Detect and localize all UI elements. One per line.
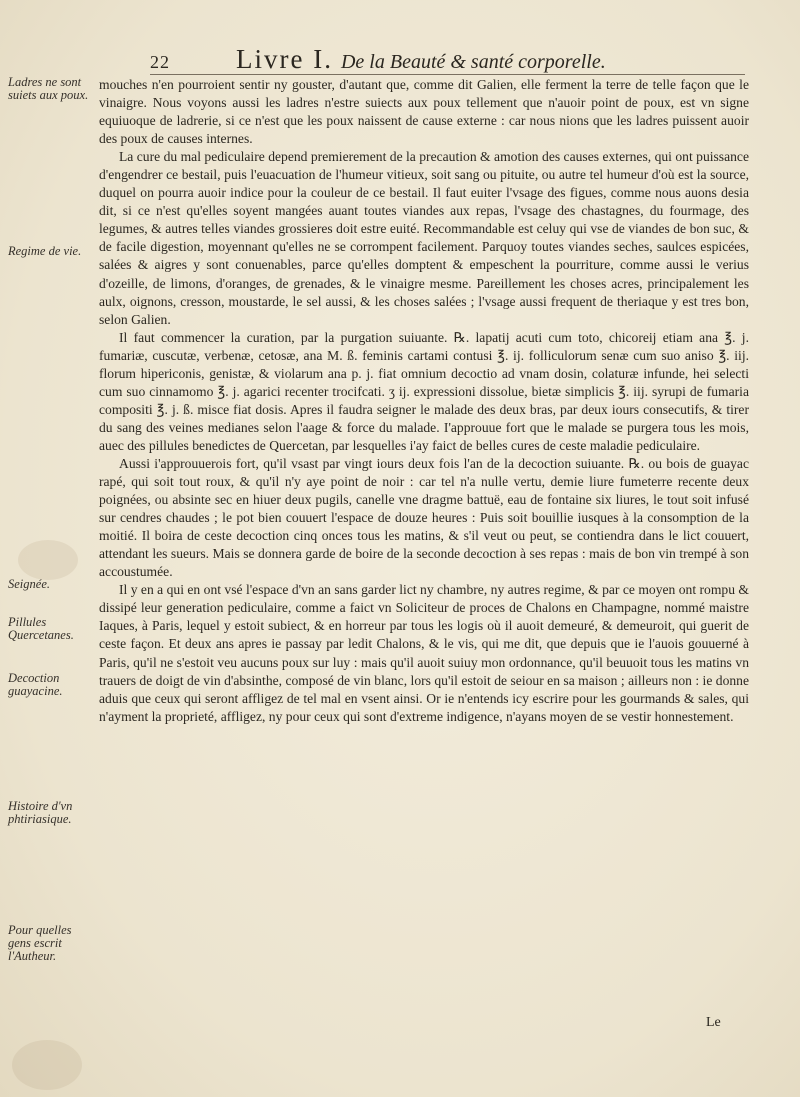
paper-stain <box>12 1040 82 1090</box>
running-subtitle: De la Beauté & santé corporelle. <box>340 51 606 73</box>
margin-note: Regime de vie. <box>8 244 82 258</box>
header-rule <box>150 74 745 75</box>
running-header <box>150 44 710 75</box>
margin-note: Seignée. <box>8 577 50 591</box>
paragraph: Il y en a qui en ont vsé l'espace d'vn an sans garder lict ny chambre, ny autres regime, & par ce moyen ont rompu & dissipé leur generation pediculaire, comme a faict vn Soliciteur de proces de Chalons en Champagne, nommé maistre Iaques, à Paris, lequel y estoit subiect, & en horreur par tous les logis où il auoit demeuré, & demeuroit, qui guerit de ceste façon. Et deux ans apres ie passay par ledit Chalons, & le vis, qui me dit, que depuis que ie l'auois gouuerné à Paris, qu'il ne s'estoit veu aucuns poux sur luy : mais qu'il auoit suiuy mon ordonnance, qu'il beuuoit tous les matins vn trauers de doigt de vin d'absinthe, composé de vin blanc, lors qu'il estoit de seiour en sa maison ; ailleurs non : ie donne aduis que ceux qui seront affligez de tel mal en vsent ainsi. Or ie n'entends icy escrire pour les gourmands & sales, qui n'ayment la proprieté, affligez, ny pour ceux qui sont d'extreme indigence, n'ayans moyen de se vestir honnestement. <box>99 582 749 724</box>
margin-note: Ladres ne sont suiets aux poux. <box>8 75 89 102</box>
catchword: Le <box>706 1015 721 1030</box>
margin-note: Pour quelles gens escrit l'Autheur. <box>8 923 72 963</box>
paper-stain <box>18 540 78 580</box>
paragraph: mouches n'en pourroient sentir ny gouster, d'autant que, comme dit Galien, elle ferment la terre de telle façon que le vinaigre. Nous voyons aussi les ladres n'estre suiects aux poux tellement que n'auoir point de poux, est vn signe equiuoque de ladrerie, si ce n'est que les poux naissent de cause externe : car nous nions que les ladres puissent auoir des poux de causes internes. <box>99 77 749 147</box>
page-number: 22 <box>150 52 170 72</box>
body-text <box>99 76 749 726</box>
paragraph: La cure du mal pediculaire depend premierement de la precaution & amotion des causes externes, qui ont puissance d'engendrer ce bestail, puis l'euacuation de l'humeur vitieux, soit sang ou pituite, ou autre tel humeur d'où est la source, duquel on pourra auoir indice pour la couleur de ce bestail. Il faut euiter l'vsage des figues, comme nous auons desia dit, si ce n'est qu'elles soyent mangées auant toutes viandes aux repas, l'vsage des chastagnes, du fourmage, des legumes, & autres telles viandes grossieres doit estre euité. Recommandable est celuy qui vse de viandes de bon suc, & de facile digestion, moyennant qu'elles ne se corrompent facilement. Parquoy toutes viandes seches, saulces espicées, salées & aigres y sont conuenables, parce qu'elles domptent & empeschent la pourriture, comme aussi le verius d'ozeille, de limons, d'oranges, de grenades, & le vinaigre mesme. Pareillement les choses acres, principalement les aulx, oignons, cresson, moustarde, le sel aussi, & les choses salées ; l'vsage aussi frequent de theriaque y est tres bon, selon Galien. <box>99 149 749 327</box>
margin-note: Histoire d'vn phtiriasique. <box>8 799 73 826</box>
paragraph: Il faut commencer la curation, par la purgation suiuante. ℞. lapatij acuti cum toto, chicoreij etiam ana ℥. j. fumariæ, cuscutæ, verbenæ, cetosæ, ana M. ß. feminis cartami contusi ℥. ij. folliculorum senæ cum suo aniso ℥. iij. florum hipericonis, genistæ, & violarum ana p. j. fiat omnium decoctio ad vnam dosin, colaturæ infunde, hei selecti cum suo cinnamomo ℥. j. agarici recenter trocifcati. ʒ ij. expressioni dissolue, bietæ simplicis ℥. iij. syrupi de fumaria compositi ℥. j. ß. misce fiat dosis. Apres il faudra seigner le malade des deux bras, par deux iours consecutifs, & tirer du sang des veines medianes selon l'aage & force du malade. I'approuue fort que le malade se purgera tous les mois, auec des pillules benedictes de Quercetan, par lesquelles i'ay faict de belles cures de ceste maladie pediculaire. <box>99 329 749 453</box>
margin-note: Pillules Quercetanes. <box>8 615 74 642</box>
running-title: Livre I. <box>236 44 333 74</box>
paragraph: Aussi i'approuuerois fort, qu'il vsast par vingt iours deux fois l'an de la decoction suiuante. ℞. ou bois de guayac rapé, qui soit tout roux, & qu'il n'y aye point de noir : car tel n'a nulle vertu, demie liure fumeterre recente deux poignées, ou absinte sec en hiuer deux pugils, canelle vne dragme battuë, eau de fontaine six liures, le tout soit infusé sur cendres chaudes ; le pot bien couuert l'espace de douze heures : Puis soit bouillie iusques à la consomption de la moitié. Il boira de ceste decoction cinq onces tous les matins, & s'il veut ou peut, se contiendra dans le lict couuert, attendant les sueurs. Mais se donnera garde de boire de la seconde decoction à ses repas : mais de bon vin trempé à son accoustumée. <box>99 455 749 580</box>
margin-note: Decoction guayacine. <box>8 671 63 698</box>
